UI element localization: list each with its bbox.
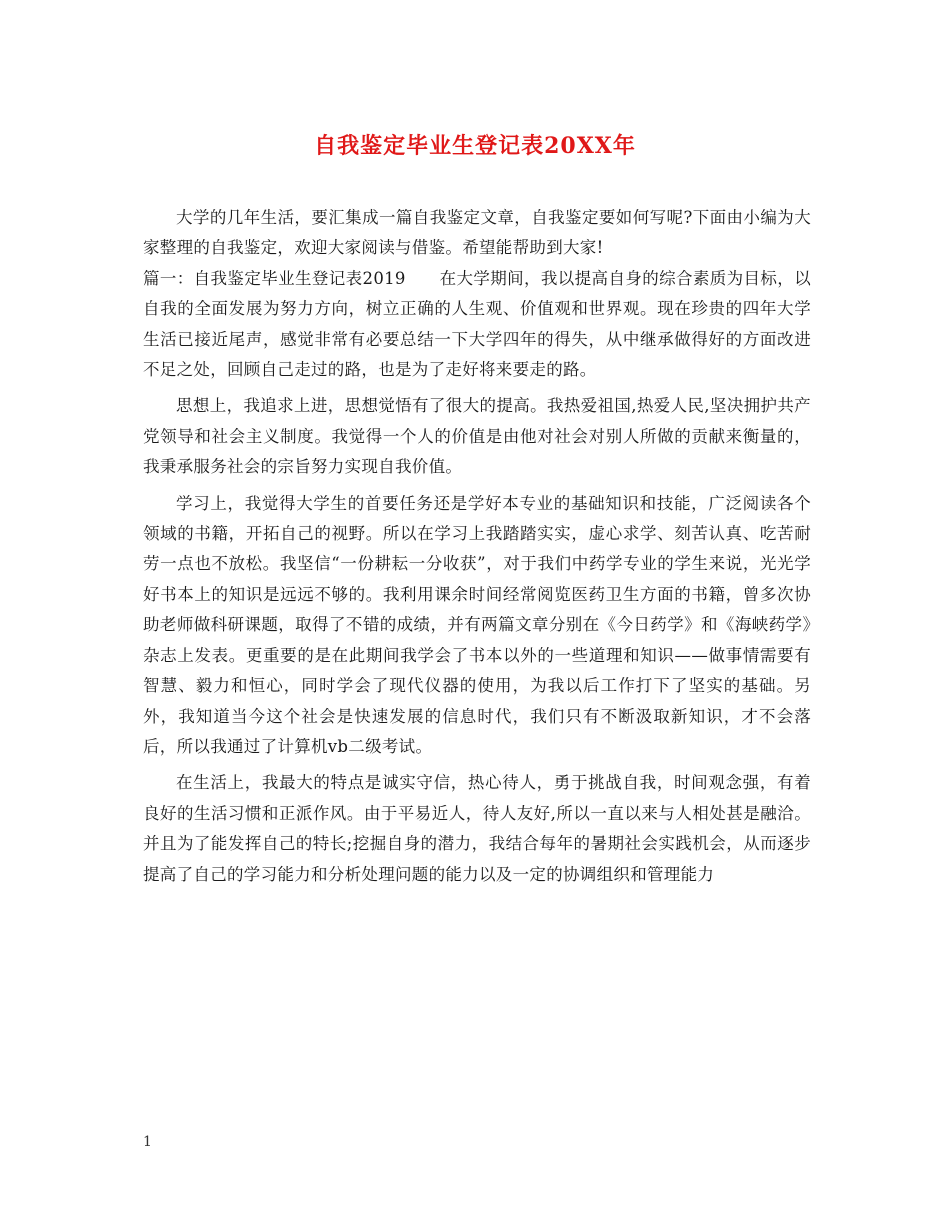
paragraph-part-one: 篇一：自我鉴定毕业生登记表2019 在大学期间，我以提高自身的综合素质为目标，以自我的全面发展为努力方向，树立正确的人生观、价值观和世界观。现在珍贵的四年大学生活已接近尾声，感觉非常有必要总结一下大学四年的得失，从中继承做得好的方面改进不足之处，回顾自己走过的路，也是为了走好将来要走的路。 xyxy=(143,268,811,380)
paragraph-life: 在生活上，我最大的特点是诚实守信，热心待人，勇于挑战自我，时间观念强，有着良好的生活习惯和正派作风。由于平易近人，待人友好,所以一直以来与人相处甚是融洽。并且为了能发挥自己的特长;挖掘自身的潜力，我结合每年的暑期社会实践机会，从而逐步提高了自己的学习能力和分析处理问题的能力以及一定的协调组织和管理能力 xyxy=(143,773,811,884)
page-number: 1 xyxy=(143,1134,152,1150)
paragraph-study: 学习上，我觉得大学生的首要任务还是学好本专业的基础知识和技能，广泛阅读各个领域的书籍，开拓自己的视野。所以在学习上我踏踏实实，虚心求学、刻苦认真、吃苦耐劳一点也不放松。我坚信“一份耕耘一分收获”，对于我们中药学专业的学生来说，光光学好书本上的知识是远远不够的。我利用课余时间经常阅览医药卫生方面的书籍，曾多次协助老师做科研课题，取得了不错的成绩，并有两篇文章分别在《今日药学》和《海峡药学》杂志上发表。更重要的是在此期间我学会了书本以外的一些道理和知识——做事情需要有智慧、毅力和恒心，同时学会了现代仪器的使用，为我以后工作打下了坚实的基础。另外，我知道当今这个社会是快速发展的信息时代，我们只有不断汲取新知识，才不会落后，所以我通过了计算机vb二级考试。 xyxy=(143,493,811,756)
document-body xyxy=(143,203,811,896)
paragraph-intro: 大学的几年生活，要汇集成一篇自我鉴定文章，自我鉴定要如何写呢?下面由小编为大家整理的自我鉴定，欢迎大家阅读与借鉴。希望能帮助到大家! xyxy=(143,208,811,258)
document-title: 自我鉴定毕业生登记表20XX年 xyxy=(314,133,636,159)
paragraph-thought: 思想上，我追求上进，思想觉悟有了很大的提高。我热爱祖国,热爱人民,坚决拥护共产党领导和社会主义制度。我觉得一个人的价值是由他对社会对别人所做的贡献来衡量的，我秉承服务社会的宗旨努力实现自我价值。 xyxy=(143,396,811,477)
